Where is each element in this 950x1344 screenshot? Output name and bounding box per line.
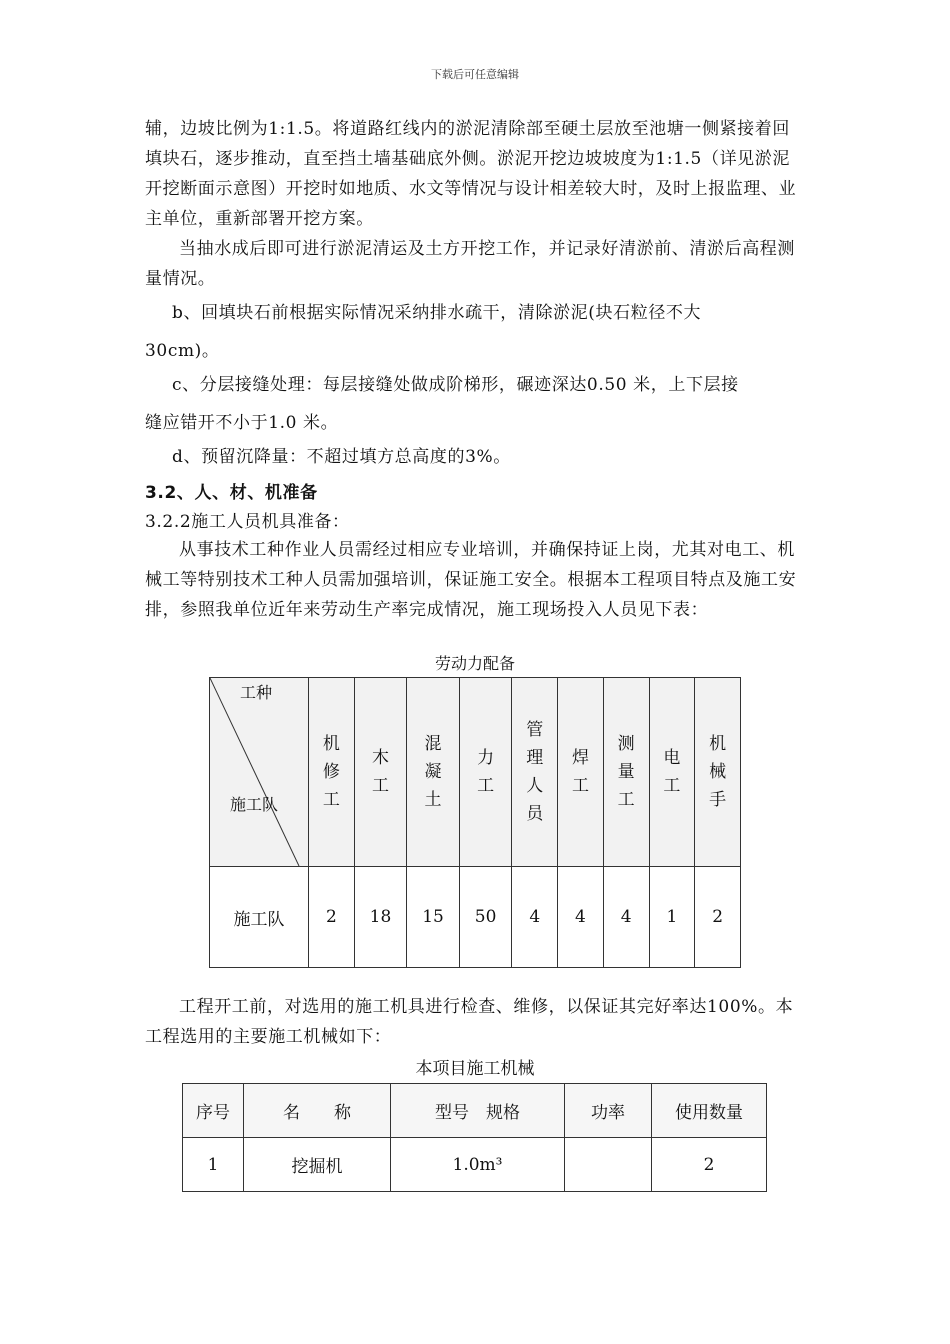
- diagonal-line: [210, 678, 308, 866]
- machine-table-caption: 本项目施工机械: [415, 1059, 535, 1079]
- machine-cell: 1: [183, 1138, 244, 1192]
- body-paragraph-1: 辅，边坡比例为1:1.5。将道路红线内的淤泥清除部至硬土层放至池塘一侧紧接着回填块石，逐步推动，直至挡土墙基础底外侧。淤泥开挖边坡坡度为1:1.5（详见淤泥开挖断面示意图）开挖时如地质、水文等情况与设计相差较大时，及时上报监理、业主单位，重新部署开挖方案。: [145, 119, 797, 229]
- machine-header-cell: 型号 规格: [391, 1084, 565, 1138]
- labor-cell: 50: [459, 867, 512, 968]
- machine-header-cell: 使用数量: [652, 1084, 767, 1138]
- labor-col-header: 力工: [459, 678, 512, 867]
- labor-col-header: 木工: [354, 678, 407, 867]
- labor-table-header-row: [210, 678, 741, 867]
- machine-cell: 1.0m³: [391, 1138, 565, 1192]
- machine-table-header-row: [183, 1084, 767, 1138]
- subsection-heading: 3.2.2施工人员机具准备：: [145, 512, 350, 532]
- machine-header-cell: 序号: [183, 1084, 244, 1138]
- machine-table: [182, 1083, 767, 1192]
- machine-table-row: [183, 1138, 767, 1192]
- labor-cell: 15: [407, 867, 460, 968]
- labor-col-header: 混凝土: [407, 678, 460, 867]
- labor-col-header: 电工: [649, 678, 695, 867]
- body-paragraph-4: 工程开工前，对选用的施工机具进行检查、维修，以保证其完好率达100%。本工程选用的主要施工机械如下：: [145, 997, 794, 1047]
- item-c-line2: 缝应错开不小于1.0 米。: [145, 413, 339, 433]
- labor-col-header: 测量工: [603, 678, 649, 867]
- item-c-line1: c、分层接缝处理：每层接缝处做成阶梯形，碾迹深达0.50 米，上下层接: [172, 375, 739, 395]
- machine-header-cell: 名 称: [244, 1084, 391, 1138]
- item-b-line1: b、回填块石前根据实际情况采纳排水疏干，清除淤泥(块石粒径不大: [172, 303, 702, 323]
- labor-col-header: 管理人员: [512, 678, 558, 867]
- machine-header-cell: 功率: [565, 1084, 652, 1138]
- machine-cell: 挖掘机: [244, 1138, 391, 1192]
- corner-top-label: 工种: [240, 683, 273, 702]
- body-paragraph-3: 从事技术工种作业人员需经过相应专业培训，并确保持证上岗，尤其对电工、机械工等特别技术工种人员需加强培训，保证施工安全。根据本工程项目特点及施工安排，参照我单位近年来劳动生产率完成情况，施工现场投入人员见下表：: [145, 540, 797, 620]
- labor-table-corner-cell: [210, 678, 309, 867]
- labor-cell: 4: [603, 867, 649, 968]
- labor-cell: 2: [695, 867, 741, 968]
- labor-cell: 18: [354, 867, 407, 968]
- machine-cell: [565, 1138, 652, 1192]
- labor-cell: 2: [309, 867, 355, 968]
- corner-bottom-label: 施工队: [230, 795, 279, 814]
- labor-cell: 4: [558, 867, 604, 968]
- labor-table-caption: 劳动力配备: [434, 654, 515, 673]
- body-paragraph-2: 当抽水成后即可进行淤泥清运及土方开挖工作，并记录好清淤前、清淤后高程测量情况。: [145, 239, 795, 289]
- item-b-line2: 30cm)。: [145, 341, 220, 361]
- labor-cell: 4: [512, 867, 558, 968]
- labor-col-header: 焊工: [558, 678, 604, 867]
- page-header: 下载后可任意编辑: [431, 68, 519, 81]
- labor-col-header: 机械手: [695, 678, 741, 867]
- labor-table-row: [210, 867, 741, 968]
- labor-cell: 1: [649, 867, 695, 968]
- item-d: d、预留沉降量：不超过填方总高度的3%。: [172, 447, 511, 467]
- section-heading: 3.2、人、材、机准备: [145, 483, 318, 503]
- machine-cell: 2: [652, 1138, 767, 1192]
- labor-row-label: 施工队: [210, 867, 309, 968]
- labor-table: [209, 677, 741, 968]
- labor-col-header: 机修工: [309, 678, 355, 867]
